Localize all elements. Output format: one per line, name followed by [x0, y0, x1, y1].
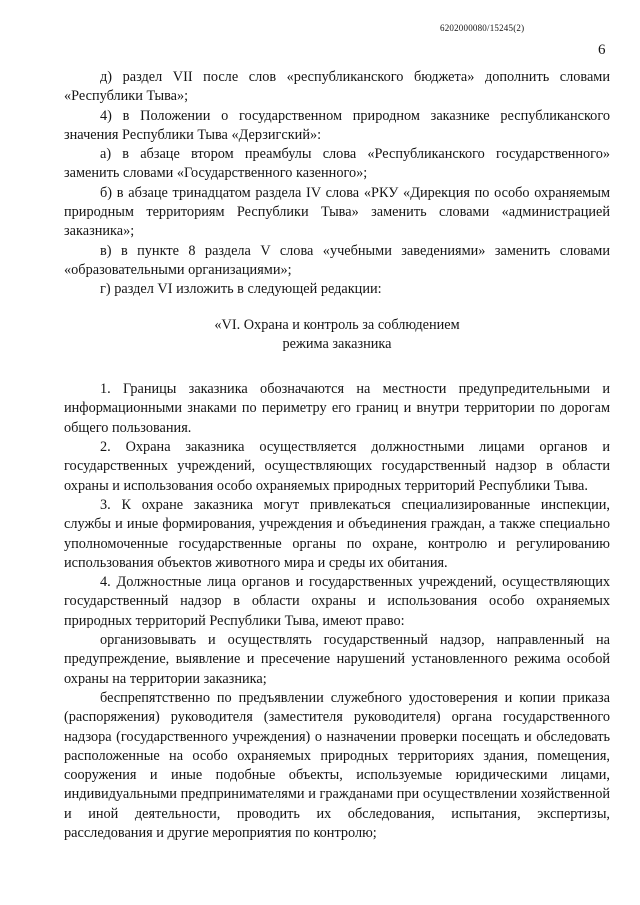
- paragraph: 2. Охрана заказника осуществляется должностными лицами органов и государственных учреждений, осуществляющих государственный надзор в области охраны и использования особо охраняемых природных территорий Республики Тыва.: [64, 439, 610, 494]
- paragraph: 1. Границы заказника обозначаются на местности предупредительными и информационными знаками по периметру его границ и внутри территории по дорогам общего пользования.: [64, 381, 610, 436]
- paragraph: беспрепятственно по предъявлении служебного удостоверения и копии приказа (распоряжения) руководителя (заместителя руководителя) органа государственного надзора (государственного учреждения) о назначении проверки посещать и обследовать расположенные на особо охраняемых природных территориях здания, помещения, сооружения и иные подобные объекты, используемые юридическими лицами, индивидуальными предпринимателями и гражданами при осуществлении хозяйственной и иной деятельности, проводить их обследования, испытания, экспертизы, расследования и другие мероприятия по контролю;: [64, 689, 610, 841]
- paragraph: организовывать и осуществлять государственный надзор, направленный на предупреждение, выявление и пресечение нарушений установленного режима особой охраны на территории заказника;: [64, 632, 610, 687]
- document-code: 6202000080/15245(2): [440, 23, 525, 33]
- paragraph: г) раздел VI изложить в следующей редакции:: [100, 281, 382, 298]
- section-title-line-1: «VI. Охрана и контроль за соблюдением: [214, 316, 460, 333]
- paragraph: 3. К охране заказника могут привлекаться специализированные инспекции, службы и иные формирования, учреждения и объединения граждан, а также специально уполномоченные государственные органы по охране, контролю и регулированию использования объектов животного мира и среды их обитания.: [64, 496, 610, 571]
- section-title-line-2: режима заказника: [282, 335, 392, 352]
- document-body: [64, 68, 610, 843]
- paragraph: д) раздел VII после слов «республиканского бюджета» дополнить словами «Республики Тыва»;: [64, 69, 610, 105]
- paragraph: 4) в Положении о государственном природном заказнике республиканского значения Республики Тыва «Дерзигский»:: [64, 107, 610, 143]
- paragraph: б) в абзаце тринадцатом раздела IV слова «РКУ «Дирекция по особо охраняемым природным территориям Республики Тыва» заменить словами «администрацией заказника»;: [64, 184, 610, 240]
- paragraph: 4. Должностные лица органов и государственных учреждений, осуществляющих государственный надзор в области охраны и использования особо охраняемых природных территорий Республики Тыва, имеют право:: [64, 574, 610, 629]
- page-number: 6: [598, 42, 606, 58]
- paragraph: а) в абзаце втором преамбулы слова «Республиканского государственного» заменить словами «Государственного казенного»;: [64, 146, 610, 182]
- paragraph: в) в пункте 8 раздела V слова «учебными заведениями» заменить словами «образовательными организациями»;: [64, 242, 610, 278]
- section-title: [64, 316, 610, 355]
